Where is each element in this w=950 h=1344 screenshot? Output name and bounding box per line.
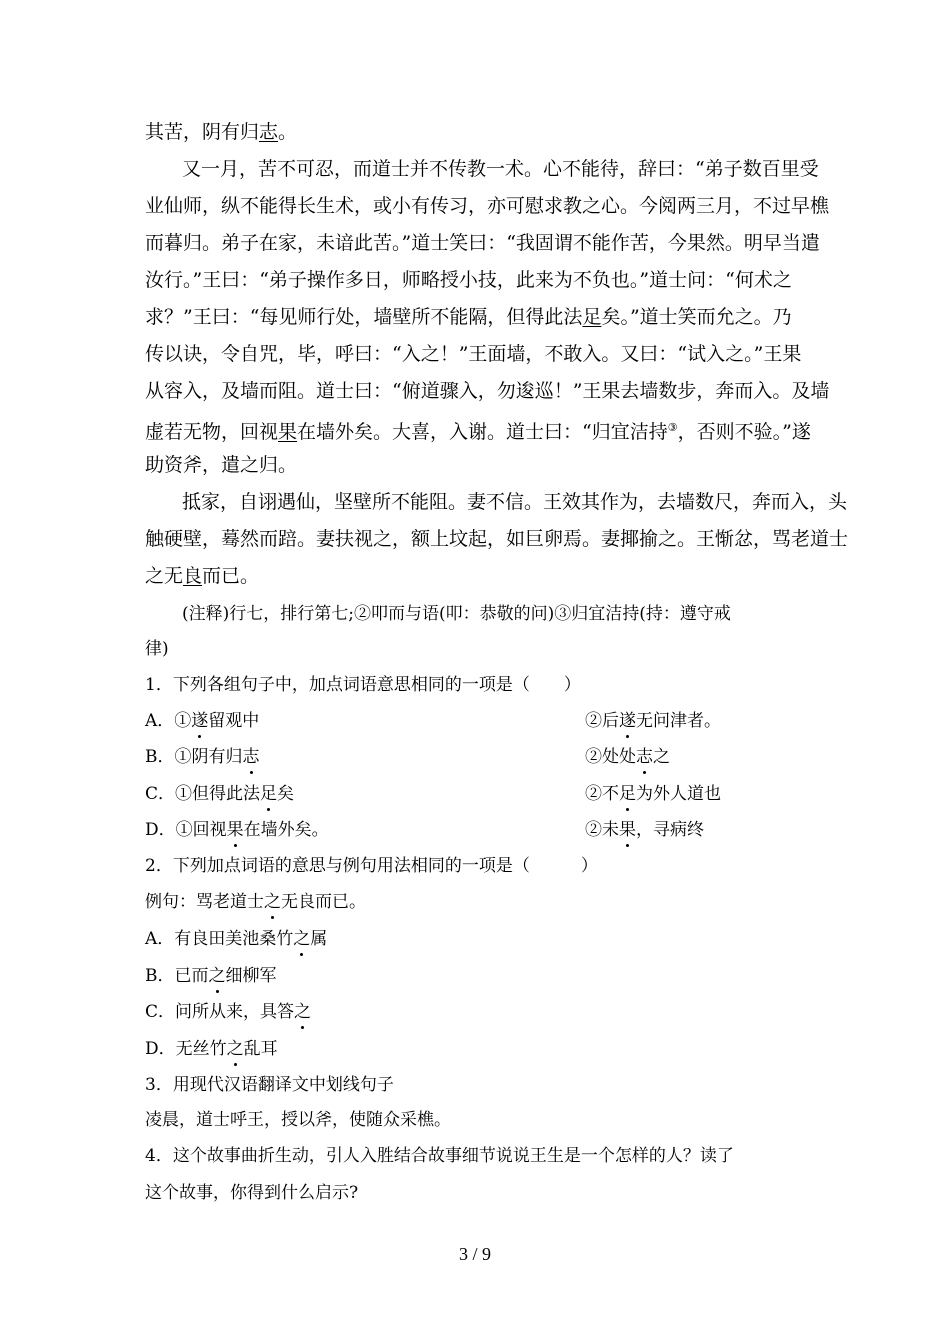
question-2-option-d: D．无丝竹之乱耳 [145,1039,278,1059]
page-number: 3 / 9 [458,1244,491,1264]
dotted-word: 果 [619,820,636,840]
question-2-example: 例句：骂老道士之无良而已。 [145,892,366,912]
paragraph-line: 汝行。”王曰：“弟子操作多日，师略授小技，此来为不负也。”道士问：“何术之 [145,269,792,291]
question-3-stem: 3．用现代汉语翻译文中划线句子 [145,1075,394,1095]
dotted-word: 之 [208,966,226,986]
underlined-word: 果 [278,421,298,443]
paragraph-line: 从容入，及墙而阻。道士曰：“俯道骤入，勿逡巡！”王果去墙数步，奔而入。及墙 [145,380,830,402]
dotted-word: 之 [226,1039,244,1059]
dotted-word: 足 [260,784,278,804]
paragraph-line: 传以诀，令自咒，毕，呼曰：“入之！”王面墙，不敢入。又曰：“试入之。”王果 [145,343,802,365]
paragraph-line: 之无良而已。 [145,565,260,587]
paragraph-line: 业仙师，纵不能得长生术，或小有传习，亦可慰求教之心。今阅两三月，不过早樵 [145,195,830,217]
footnote-marker: ③ [667,421,678,434]
paragraph-line: 触硬壁，蓦然而踣。妻扶视之，额上坟起，如巨卵焉。妻揶揄之。王惭忿，骂老道士 [145,528,849,550]
notes-line: 律) [145,639,169,659]
question-1-option-c: C．①但得此法足矣 ②不足为外人道也 [145,784,721,804]
paragraph-line: 虚若无物，回视果在墙外矣。大喜，入谢。道士曰：“归宜洁持③，否则不验。”遂 [145,421,811,443]
question-1-option-a: A．①遂留观中 ②后遂无问津者。 [145,711,721,731]
question-1-option-d: D．①回视果在墙外矣。 ②未果，寻病终 [145,820,704,840]
paragraph-line: 抵家，自诩遇仙，坚壁所不能阻。妻不信。王效其作为，去墙数尺，奔而入，头 [182,491,848,513]
dotted-word: 遂 [191,711,209,731]
dotted-word: 之 [264,892,281,912]
dotted-word: 果 [226,820,244,840]
question-4-line: 这个故事，你得到什么启示? [145,1183,359,1203]
question-2-option-a: A．有良田美池桑竹之属 [145,929,328,949]
question-2-option-c: C．问所从来，具答之 [145,1002,312,1022]
question-1-stem: 1．下列各组句子中，加点词语意思相同的一项是（ ） [145,675,581,695]
dotted-word: 志 [636,747,653,767]
dotted-word: 之 [293,929,311,949]
paragraph-line: 求？”王曰：“每见师行处，墙壁所不能隔，但得此法足矣。”道士笑而允之。乃 [145,306,792,328]
dotted-word: 志 [242,747,260,767]
underlined-word: 志 [259,121,279,143]
question-1-option-b: B．①阴有归志 ②处处志之 [145,747,670,767]
text-line: 其苦，阴有归志。 [145,121,298,143]
paragraph-line: 又一月，苦不可忍，而道士并不传教一术。心不能待，辞曰：“弟子数百里受 [182,158,819,180]
underlined-word: 足 [582,306,602,328]
question-4-line: 4．这个故事曲折生动，引人入胜结合故事细节说说王生是一个怎样的人？读了 [145,1146,734,1166]
notes-line: (注释)行七，排行第七;②叩而与语(叩：恭敬的问)③归宜洁持(持：遵守戒 [182,604,731,624]
dotted-word: 之 [294,1002,312,1022]
question-3-sentence: 凌晨，道士呼王，授以斧，使随众采樵。 [145,1110,451,1130]
paragraph-line: 助资斧，遣之归。 [145,454,298,476]
underlined-word: 良 [183,565,203,587]
dotted-word: 遂 [619,711,636,731]
dotted-word: 足 [619,784,636,804]
question-2-stem: 2．下列加点词语的意思与例句用法相同的一项是（ ） [145,856,598,876]
question-2-option-b: B．已而之细柳军 [145,966,277,986]
paragraph-line: 而暮归。弟子在家，未谙此苦。”道士笑曰：“我固谓不能作苦，今果然。明早当遣 [145,232,820,254]
